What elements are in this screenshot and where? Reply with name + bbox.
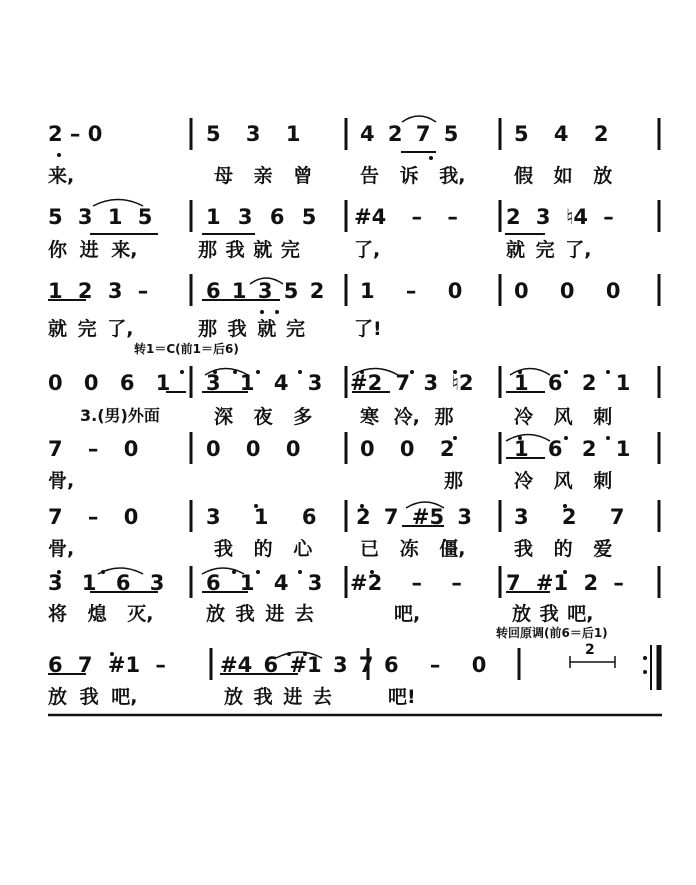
- lyric: 放 我 吧,: [512, 603, 594, 625]
- measure-notes: 3 1 6: [206, 505, 317, 529]
- measure-notes: 0 0 2: [360, 437, 455, 461]
- key-change-annotation: 转回原调(前6＝后1): [496, 626, 608, 640]
- lyric: 深 夜 多: [214, 406, 313, 428]
- measure-notes: 2 7 #5 3: [356, 505, 472, 529]
- lyric: 假 如 放: [514, 165, 613, 187]
- measure-notes: 5 3 1: [206, 122, 301, 146]
- lyric: 母 亲 曾: [214, 165, 313, 187]
- lyric: 那: [444, 470, 464, 492]
- measure-notes: 4 2 7 5: [360, 122, 459, 146]
- lyric: 我 的 心: [214, 538, 313, 560]
- measure-notes: 7 #1 2 –: [506, 571, 624, 595]
- lyric: 寒 冷, 那: [360, 406, 454, 428]
- lyric: 将 熄 灭,: [48, 603, 154, 625]
- lyric: 冷 风 刺: [514, 470, 613, 492]
- lyric: 骨,: [48, 470, 75, 492]
- measure-notes: 0 0 0: [514, 279, 621, 303]
- measure-notes: 1 – 0: [360, 279, 463, 303]
- lyric: 那 我 就: [198, 318, 277, 340]
- measure-notes: 1 2 3 –: [48, 279, 149, 303]
- lyric: 你 进 来,: [48, 239, 138, 261]
- lyric: 来,: [48, 165, 75, 187]
- lyric: 放 我 进 去: [224, 686, 332, 708]
- measure-notes: 6 7 #1 –: [48, 653, 166, 677]
- lyric: 放 我 进 去: [206, 603, 314, 625]
- measure-notes: 1 6 2 1: [514, 371, 631, 395]
- measure-notes: 3 2 7: [514, 505, 625, 529]
- lyric: 那 我 就 完: [198, 239, 300, 261]
- lyric: 冷 风 刺: [514, 406, 613, 428]
- lyric: 吧,: [394, 603, 421, 625]
- lyric: 就 完 了,: [506, 239, 592, 261]
- measure-notes: 6 – 0: [384, 653, 487, 677]
- measure-notes: 5 4 2: [514, 122, 609, 146]
- measure-notes: 6 1 3 5 2: [206, 279, 325, 303]
- measure-notes: #2 7 3 ♮2: [350, 371, 474, 395]
- measure-notes: 1 6 2 1: [514, 437, 631, 461]
- measure-notes: #4 – –: [354, 205, 458, 229]
- lyric: 放 我 吧,: [48, 686, 138, 708]
- measure-notes: 2 3 ♮4 –: [506, 205, 614, 229]
- measure-notes: 0 0 6 1: [48, 371, 171, 395]
- measure-notes: 1 3 6 5: [206, 205, 317, 229]
- measure-notes: 6 1 4 3: [206, 571, 323, 595]
- measure-notes: 0 0 0: [206, 437, 301, 461]
- measure-notes: 5 3 1 5: [48, 205, 153, 229]
- measure-notes: 3 1 4 3: [206, 371, 323, 395]
- volta-number: 2: [585, 642, 595, 658]
- lyric: 3.(男)外面: [80, 406, 160, 425]
- lyric: 就 完 了,: [48, 318, 134, 340]
- lyric: 吧!: [388, 686, 416, 708]
- measure-notes: 7 – 0: [48, 437, 139, 461]
- measure-notes: #4 6 #1 3 7: [220, 653, 374, 677]
- measure-notes: 7 – 0: [48, 505, 139, 529]
- measure-notes: 2 – 0: [48, 122, 103, 146]
- lyric: 告 诉 我,: [360, 165, 466, 187]
- lyric: 我 的 爱: [514, 538, 613, 560]
- lyric: 了!: [354, 318, 382, 340]
- measure-notes: #2 – –: [350, 571, 462, 595]
- lyric: 骨,: [48, 538, 75, 560]
- lyric: 已 冻 僵,: [360, 538, 466, 560]
- lyric: 了,: [354, 239, 381, 261]
- key-change-annotation: 转1＝C(前1＝后6): [134, 342, 239, 356]
- measure-notes: 3 1 6 3: [48, 571, 165, 595]
- lyric: 完: [286, 318, 306, 340]
